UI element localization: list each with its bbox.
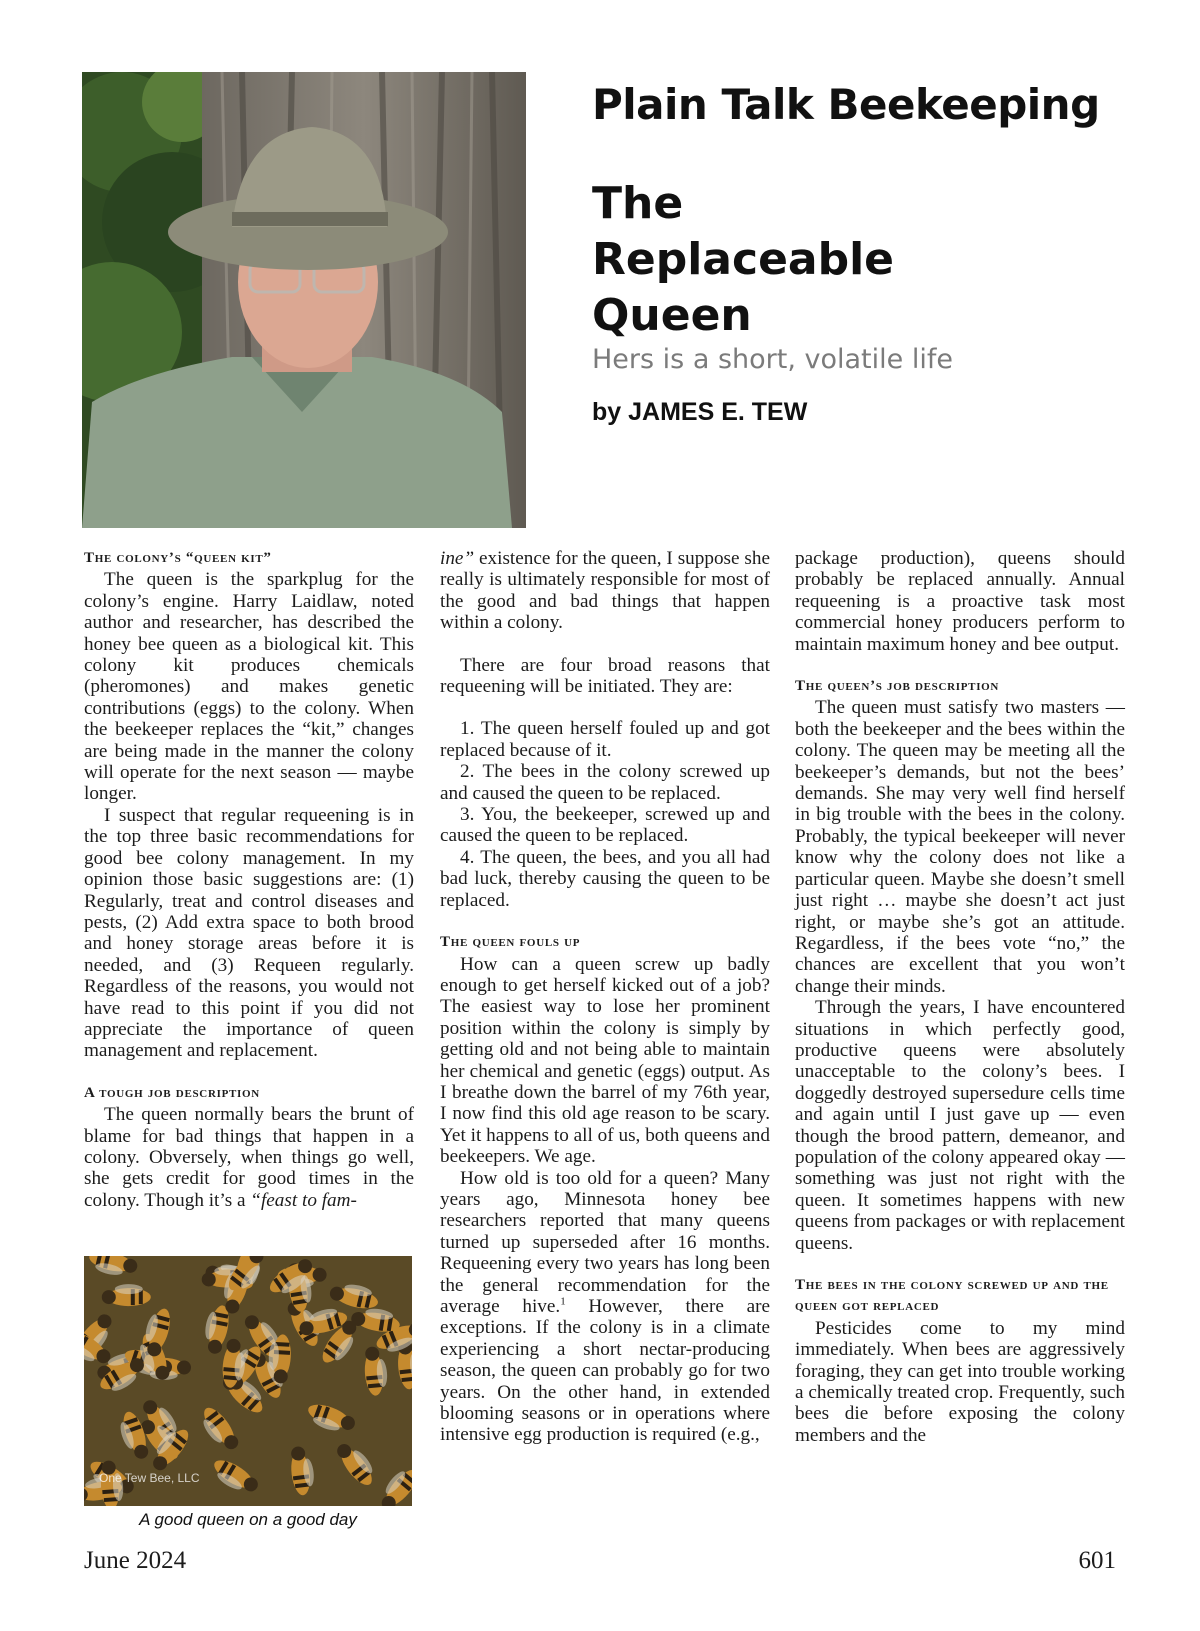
- byline: by JAMES E. TEW: [592, 398, 808, 426]
- series-title: Plain Talk Beekeeping: [592, 80, 1100, 129]
- list-item: 1. The queen herself fouled up and got replaced because of it.: [440, 718, 770, 761]
- paragraph: package production), queens should probably be replaced annually. Annual requeening is a proactive task most commercial honey producers perform to maintain maximum honey and bee output.: [795, 548, 1125, 655]
- paragraph: [440, 1168, 770, 1446]
- paragraph-text: How old is too old for a queen? Many years ago, Minnesota honey bee researchers reported that many queens turned up superseded after 16 months. Requeening every two years has long been the general recommendation for the average hive.: [440, 1167, 770, 1317]
- column-3: [795, 548, 1125, 1446]
- section-heading: The queen fouls up: [440, 934, 581, 951]
- paragraph-italic: “feast to fam-: [250, 1189, 357, 1211]
- paragraph: I suspect that regular requeening is in the top three basic recommendations for good bee colony management. In my opinion those basic suggestions are: (1) Regularly, treat and control diseases and pests, (2) Add extra space to both brood and honey storage areas before it is needed, and (3) Requeen regularly. Regardless of the reasons, you would not have read to this point if you did not appreciate the importance of queen management and replacement.: [84, 804, 414, 1062]
- section-heading: The queen’s job description: [795, 678, 1000, 695]
- photo-credit: One Tew Bee, LLC: [99, 1471, 200, 1485]
- paragraph: There are four broad reasons that requeening will be initiated. They are:: [440, 654, 770, 698]
- photo-caption: A good queen on a good day: [139, 1510, 357, 1529]
- list-item: 4. The queen, the bees, and you all had bad luck, thereby causing the queen to be replaced.: [440, 846, 770, 911]
- page-number: 601: [1078, 1547, 1116, 1574]
- paragraph-text: However, there are exceptions. If the colony is in a climate experiencing a short nectar-producing season, the queen can probably go for two years. On the other hand, in extended blooming seasons or in operations where intensive egg production is required (e.g.,: [440, 1296, 770, 1446]
- paragraph: The queen must satisfy two masters — both the beekeeper and the bees within the colony. The queen may be meeting all the beekeeper’s demands, but not the bees’ demands. She may very well find herself in big trouble with the bees in the colony. Probably, the typical beekeeper will never know why the colony does not like a particular queen. Maybe she doesn’t smell just right … maybe she doesn’t act just right, or maybe she’s got an attitude. Regardless, if the bees vote “no,” the chances are excellent that you won’t change their minds.: [795, 697, 1125, 997]
- article-subtitle: Hers is a short, volatile life: [592, 344, 953, 375]
- section-heading: The colony’s “queen kit”: [84, 550, 272, 566]
- footnote-marker: 1: [560, 1295, 566, 1308]
- list-item: 3. You, the beekeeper, screwed up and caused the queen to be replaced.: [440, 804, 770, 847]
- paragraph: Pesticides come to my mind immediately. When bees are aggressively foraging, they can get into trouble working a chemically treated crop. Frequently, such bees die before exposing the colony members and the: [795, 1317, 1125, 1446]
- title-line: The: [592, 178, 684, 229]
- bees-photo: [84, 1256, 412, 1506]
- article-title: [592, 176, 1112, 344]
- paragraph: How can a queen screw up badly enough to get herself kicked out of a job? The easiest way to lose her prominent position within the colony is simply by getting old and not being able to maintain her chemical and genetic (eggs) output. As I breathe down the barrel of my 76th year, I now find this old age reason to be scary. Yet it happens to all of us, both queens and beekeepers. We age.: [440, 953, 770, 1168]
- paragraph: [440, 548, 770, 634]
- paragraph: Through the years, I have encountered situations in which perfectly good, productive queens were absolutely unacceptable to the colony’s bees. I doggedly destroyed supersedure cells time and again until I just gave up — even though the brood pattern, demeanor, and population of the colony appeared okay — something was just not right with the queen. It sometimes happens with new queens from packages or with replacement queens.: [795, 997, 1125, 1254]
- title-line: Replaceable: [592, 234, 895, 285]
- title-line: Queen: [592, 290, 752, 341]
- section-heading: A tough job description: [84, 1084, 260, 1101]
- paragraph-italic: ine”: [440, 548, 475, 569]
- author-photo: [82, 72, 526, 528]
- section-heading: The bees in the colony screwed up and the queen got replaced: [795, 1277, 1109, 1315]
- list-item: 2. The bees in the colony screwed up and caused the queen to be replaced.: [440, 761, 770, 804]
- paragraph-text: The queen normally bears the brunt of blame for bad things that happen in a colony. Obversely, when things go well, she gets credit for good times in the colony. Though it’s a: [84, 1104, 414, 1211]
- paragraph-text: existence for the queen, I suppose she really is ultimately responsible for most of the good and bad things that happen within a colony.: [440, 548, 770, 634]
- paragraph: [84, 1104, 414, 1211]
- column-1: [84, 548, 414, 1211]
- paragraph: The queen is the sparkplug for the colony’s engine. Harry Laidlaw, noted author and researcher, has described the honey bee queen as a biological kit. This colony kit produces chemicals (pheromones) and makes genetic contributions (eggs) to the colony. When the beekeeper replaces the “kit,” changes are being made in the manner the colony will operate for the next season — maybe longer.: [84, 569, 414, 805]
- issue-date: June 2024: [84, 1547, 187, 1574]
- column-2: [440, 548, 770, 1446]
